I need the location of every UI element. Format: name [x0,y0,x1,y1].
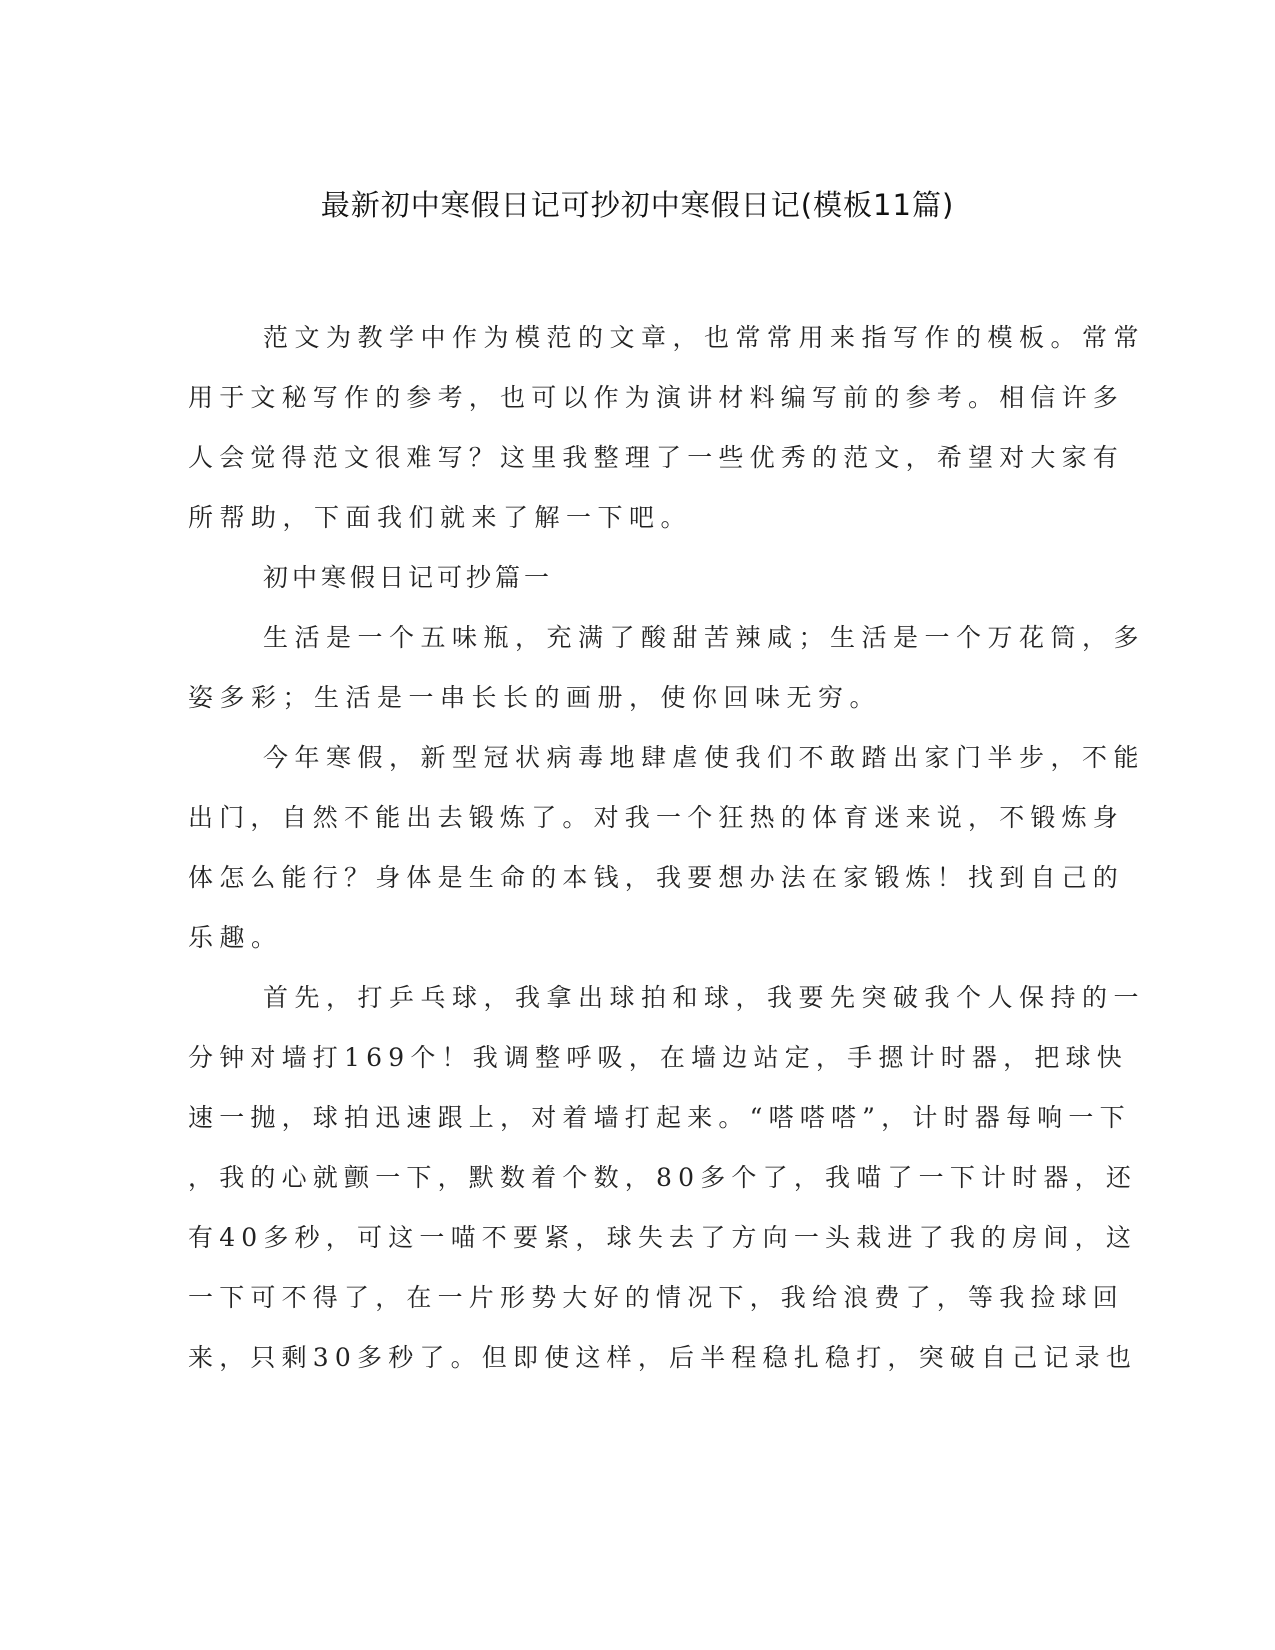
paragraph-line: 一下可不得了，在一片形势大好的情况下，我给浪费了，等我捡球回 [188,1283,1125,1312]
paragraph-line: 人会觉得范文很难写？这里我整理了一些优秀的范文，希望对大家有 [188,443,1125,472]
paragraph-line: 有40多秒，可这一喵不要紧，球失去了方向一头栽进了我的房间，这 [188,1223,1138,1252]
paragraph-line: 分钟对墙打169个！我调整呼吸，在墙边站定，手摁计时器，把球快 [188,1043,1128,1072]
document-title: 最新初中寒假日记可抄初中寒假日记(模板11篇) [320,188,955,222]
paragraph-line: ，我的心就颤一下，默数着个数，80多个了，我喵了一下计时器，还 [188,1163,1138,1192]
paragraph-line: 用于文秘写作的参考，也可以作为演讲材料编写前的参考。相信许多 [188,383,1125,412]
paragraph-line: 姿多彩；生活是一串长长的画册，使你回味无穷。 [188,683,882,712]
paragraph-line: 首先，打乒乓球，我拿出球拍和球，我要先突破我个人保持的一 [263,983,1146,1012]
paragraph-line: 生活是一个五味瓶，充满了酸甜苦辣咸；生活是一个万花筒，多 [263,623,1146,652]
paragraph-line: 出门，自然不能出去锻炼了。对我一个狂热的体育迷来说，不锻炼身 [188,803,1125,832]
paragraph-line: 来，只剩30多秒了。但即使这样，后半程稳扎稳打，突破自己记录也 [188,1343,1138,1372]
paragraph-line: 今年寒假，新型冠状病毒地肆虐使我们不敢踏出家门半步，不能 [263,743,1146,772]
section-heading: 初中寒假日记可抄篇一 [263,563,554,592]
paragraph-line: 体怎么能行？身体是生命的本钱，我要想办法在家锻炼！找到自己的 [188,863,1125,892]
paragraph-line: 速一抛，球拍迅速跟上，对着墙打起来。“嗒嗒嗒”，计时器每响一下 [188,1103,1131,1132]
paragraph-line: 乐趣。 [188,923,283,952]
paragraph-line: 范文为教学中作为模范的文章，也常常用来指写作的模板。常常 [263,323,1146,352]
paragraph-line: 所帮助，下面我们就来了解一下吧。 [188,503,693,532]
